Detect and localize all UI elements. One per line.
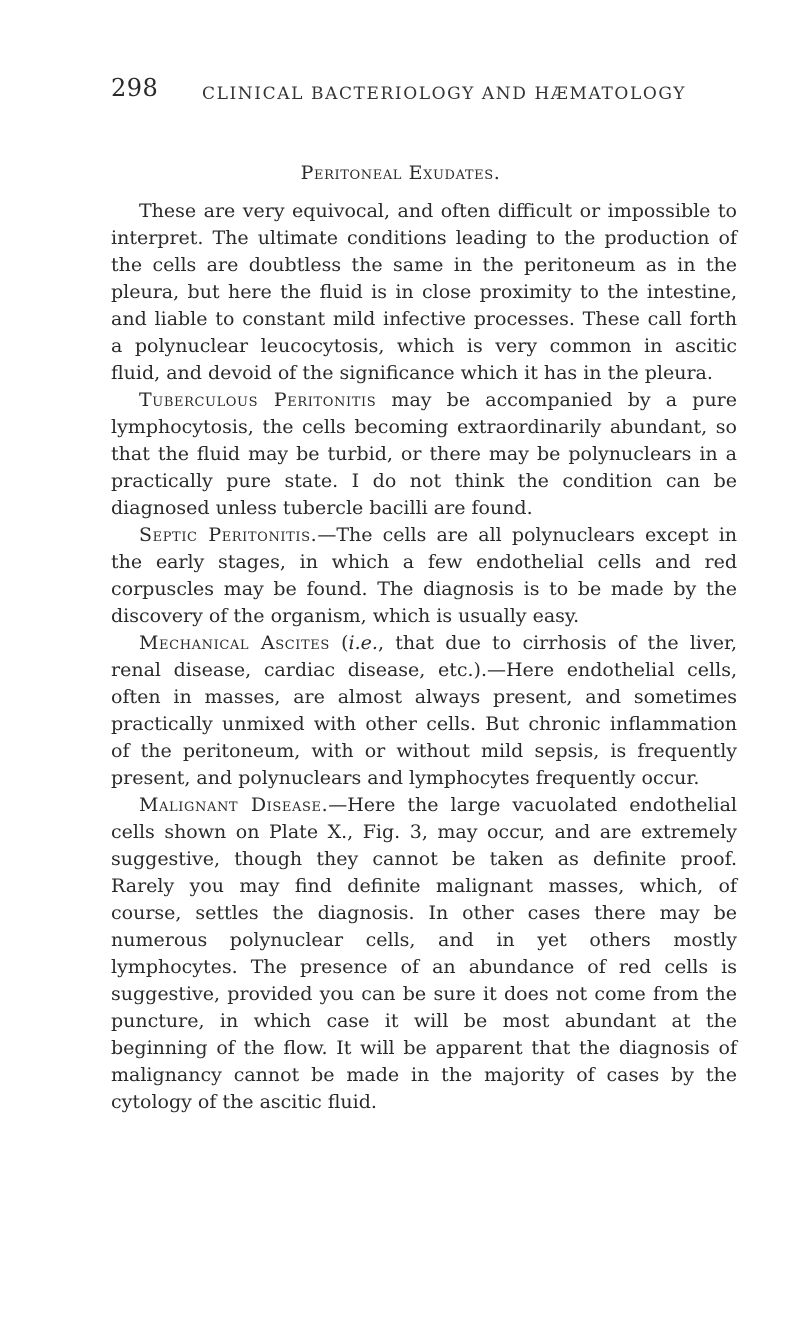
paragraph-malignant-disease [111,792,737,1116]
paragraph-lead: Malignant Disease. [139,794,329,816]
paragraph-body: may be accompanied by a pure lymphocytosis, the cells becoming extraordinarily abundant, so that the fluid may be turbid, or there may be polynuclears in a practically pure state. I do not think the condition can be diagnosed unless tubercle bacilli are found. [111,389,738,519]
paragraph-italic-ie: i.e. [348,632,378,654]
running-head [111,74,731,108]
paragraph-body: —The cells are all polynuclears except in the early stages, in which a few endothelial cells and red corpuscles may be found. The diagnosis is to be made by the discovery of the organism, which is usually easy. [111,524,738,627]
body-text [111,198,737,1116]
paragraph-septic-peritonitis [111,522,737,630]
paragraph-mechanical-ascites [111,630,737,792]
paragraph-lead: Tuberculous Peritonitis [139,389,377,411]
paragraph-tuberculous-peritonitis [111,387,737,522]
paragraph-lead: Septic Peritonitis. [139,524,318,546]
section-heading: Peritoneal Exudates. [300,162,501,184]
paragraph-intro: These are very equivocal, and often difficult or impossible to interpret. The ultimate conditions leading to the production of the cells are doubtless the same in the peritoneum as in the pleura, but here the fluid is in close proximity to the intestine, and liable to constant mild infective processes. These call forth a polynuclear leucocytosis, which is very common in ascitic fluid, and devoid of the significance which it has in the pleura. [111,200,737,384]
page-number: 298 [111,74,159,102]
paragraph-body: —Here the large vacuolated endothelial cells shown on Plate X., Fig. 3, may occur, and are extremely suggestive, though they cannot be taken as definite proof. Rarely you may find definite malignant masses, which, of course, settles the diagnosis. In other cases there may be numerous polynuclear cells, and in yet others mostly lymphocytes. The presence of an abundance of red cells is suggestive, provided you can be sure it does not come from the puncture, in which case it will be most abundant at the beginning of the flow. It will be apparent that the diagnosis of malignancy cannot be made in the majority of cases by the cytology of the ascitic fluid. [111,794,738,1113]
running-title: CLINICAL BACTERIOLOGY AND HÆMATOLOGY [202,84,687,104]
paragraph-lead: Mechanical Ascites [139,632,330,654]
paragraph-open-paren: ( [329,632,349,654]
paragraph-body: , that due to cirrhosis of the liver, renal disease, cardiac disease, etc.).—Here endothelial cells, often in masses, are almost always present, and sometimes practically unmixed with other cells. But chronic inflammation of the peritoneum, with or without mild sepsis, is frequently present, and polynuclears and lymphocytes frequently occur. [111,632,738,789]
